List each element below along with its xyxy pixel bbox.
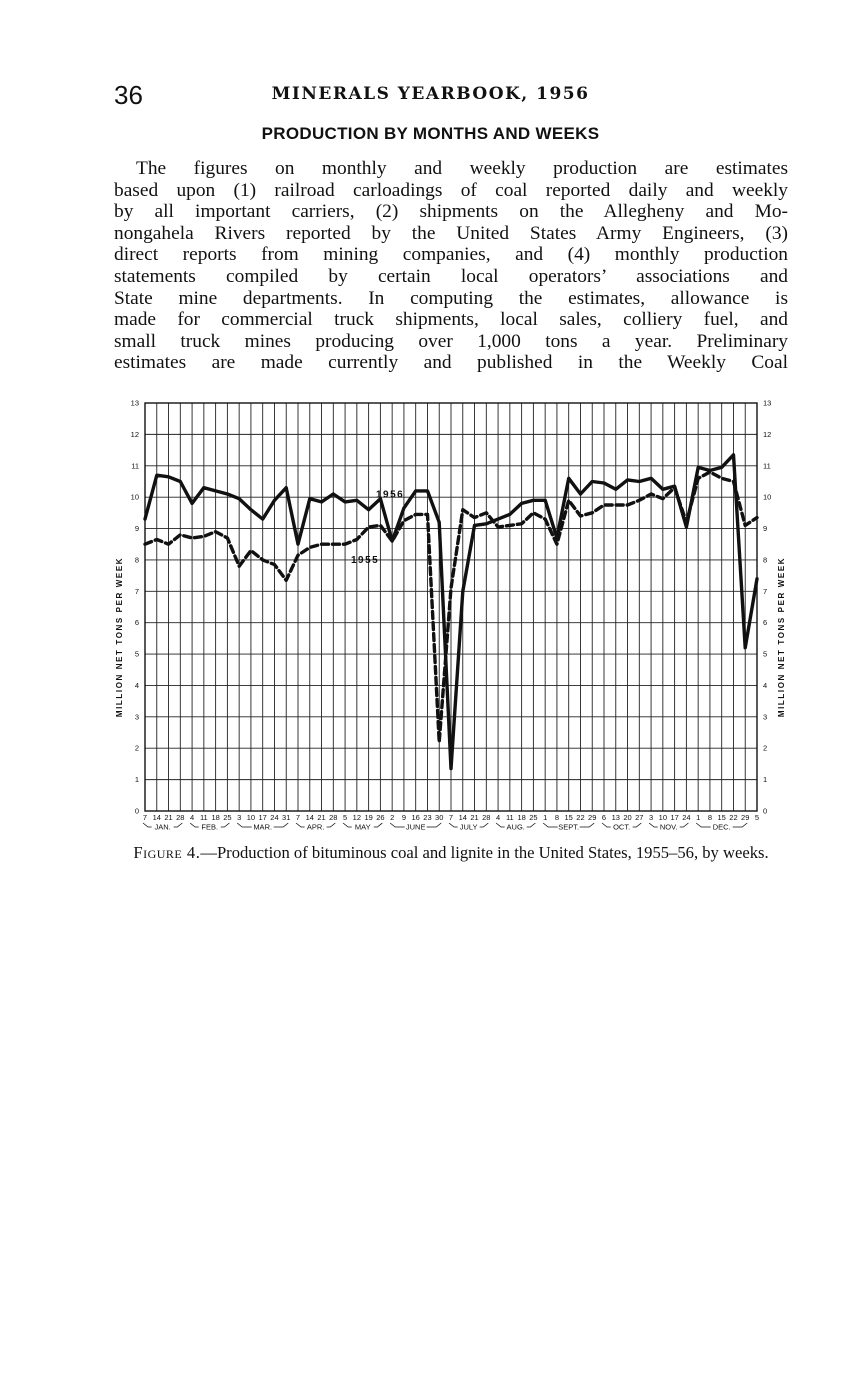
y-tick-label-right: 10 — [763, 492, 772, 502]
y-tick-label-left: 12 — [130, 429, 139, 439]
x-week-label: 21 — [470, 813, 479, 822]
x-week-label: 11 — [505, 813, 514, 822]
x-week-label: 8 — [554, 813, 560, 822]
x-week-label: 28 — [176, 813, 185, 822]
x-week-label: 11 — [199, 813, 208, 822]
body-line: based upon (1) railroad carloadings of coal reported daily and weekly — [114, 179, 788, 201]
y-tick-label-right: 12 — [763, 429, 772, 439]
body-line: estimates are made currently and published in the Weekly Coal — [114, 352, 788, 374]
y-tick-label-right: 3 — [763, 712, 768, 722]
y-tick-label-right: 11 — [763, 461, 771, 471]
x-week-label: 14 — [152, 813, 161, 822]
x-week-label: 24 — [682, 813, 691, 822]
section-title: PRODUCTION BY MONTHS AND WEEKS — [261, 124, 600, 143]
y-tick-label-right: 7 — [763, 586, 768, 596]
x-week-label: 4 — [495, 813, 501, 822]
x-week-label: 2 — [390, 813, 395, 822]
x-month-label: OCT. — [613, 822, 631, 832]
running-head: MINERALS YEARBOOK, 1956 — [271, 84, 590, 104]
x-week-label: 29 — [588, 813, 597, 822]
x-week-label: 28 — [329, 813, 338, 822]
series-annotation-1955: 1955 — [351, 555, 380, 567]
x-week-label: 10 — [658, 813, 668, 822]
x-week-label: 6 — [601, 813, 607, 822]
x-week-label: 26 — [376, 813, 385, 822]
y-tick-label-right: 1 — [763, 775, 768, 785]
y-axis-title-right: MILLION NET TONS PER WEEK — [777, 556, 786, 718]
x-month-label: NOV. — [659, 822, 678, 832]
y-axis-title-left: MILLION NET TONS PER WEEK — [115, 556, 124, 718]
y-tick-label-left: 11 — [131, 461, 139, 471]
x-week-label: 18 — [211, 813, 220, 822]
x-week-label: 23 — [423, 813, 432, 822]
y-tick-label-right: 5 — [763, 649, 768, 659]
y-tick-label-left: 3 — [134, 712, 139, 722]
x-week-label: 29 — [741, 813, 750, 822]
x-week-label: 15 — [564, 813, 573, 822]
y-tick-label-left: 6 — [134, 618, 139, 628]
x-month-label: MAY — [354, 822, 371, 832]
x-week-label: 7 — [448, 813, 454, 822]
body-line: made for commercial truck shipments, local sales, colliery fuel, and — [114, 309, 788, 331]
x-week-label: 21 — [164, 813, 173, 822]
x-week-label: 24 — [270, 813, 279, 822]
page-number: 36 — [114, 80, 143, 110]
y-tick-label-left: 0 — [134, 806, 139, 816]
x-week-label: 30 — [435, 813, 444, 822]
body-line: direct reports from mining companies, and (4) monthly production — [114, 244, 788, 266]
x-month-label: FEB. — [201, 822, 219, 832]
y-tick-label-left: 7 — [134, 586, 139, 596]
x-month-label: SEPT. — [558, 822, 580, 832]
body-line: by all important carriers, (2) shipments on the Allegheny and Mo- — [114, 201, 788, 223]
x-week-label: 16 — [411, 813, 420, 822]
y-tick-label-left: 9 — [134, 524, 139, 534]
x-week-label: 20 — [623, 813, 632, 822]
x-week-label: 7 — [295, 813, 301, 822]
y-tick-label-left: 10 — [130, 492, 139, 502]
x-week-label: 21 — [317, 813, 326, 822]
x-week-label: 3 — [237, 813, 242, 822]
x-week-label: 1 — [543, 813, 548, 822]
body-line: statements compiled by certain local operators’ associations and — [114, 265, 788, 287]
x-week-label: 5 — [754, 813, 760, 822]
caption-text: —Production of bituminous coal and lignite in the United States, 1955–56, by weeks. — [200, 843, 769, 862]
x-month-label: JUNE — [405, 822, 426, 832]
x-week-label: 8 — [707, 813, 713, 822]
x-week-label: 10 — [246, 813, 256, 822]
x-week-label: 14 — [458, 813, 467, 822]
body-paragraph — [114, 158, 788, 374]
series-annotation-1956: 1956 — [376, 489, 405, 501]
y-tick-label-left: 2 — [134, 743, 139, 753]
x-week-label: 15 — [717, 813, 726, 822]
y-tick-label-left: 1 — [134, 775, 139, 785]
y-tick-label-left: 5 — [134, 649, 139, 659]
x-month-label: JULY — [459, 822, 478, 832]
x-week-label: 25 — [223, 813, 232, 822]
x-week-label: 17 — [670, 813, 679, 822]
x-week-label: 3 — [648, 813, 654, 822]
y-tick-label-right: 4 — [763, 680, 768, 690]
x-month-label: MAR. — [253, 822, 273, 832]
x-week-label: 9 — [401, 813, 407, 822]
body-line: small truck mines producing over 1,000 tons a year. Preliminary — [114, 330, 788, 352]
x-week-label: 22 — [729, 813, 738, 822]
x-month-label: APR. — [306, 822, 325, 832]
y-tick-label-left: 13 — [130, 398, 139, 408]
weekly-production-chart — [108, 395, 793, 840]
x-week-label: 1 — [696, 813, 701, 822]
x-week-label: 25 — [529, 813, 538, 822]
body-line: The figures on monthly and weekly production are estimates — [136, 158, 788, 179]
x-month-label: JAN. — [154, 822, 171, 832]
x-week-label: 12 — [352, 813, 362, 822]
x-week-label: 4 — [189, 813, 195, 822]
x-week-label: 5 — [342, 813, 348, 822]
x-week-label: 13 — [611, 813, 620, 822]
x-week-label: 31 — [282, 813, 291, 822]
x-week-label: 27 — [635, 813, 644, 822]
y-tick-label-right: 13 — [763, 398, 772, 408]
body-line: State mine departments. In computing the estimates, allowance is — [114, 287, 788, 309]
x-week-label: 7 — [142, 813, 148, 822]
x-week-label: 14 — [305, 813, 314, 822]
y-tick-label-right: 8 — [763, 555, 768, 565]
y-tick-label-right: 0 — [763, 806, 768, 816]
y-tick-label-left: 8 — [134, 555, 139, 565]
y-tick-label-right: 6 — [763, 618, 768, 628]
x-week-label: 28 — [482, 813, 491, 822]
figure-caption — [114, 843, 788, 862]
x-month-label: DEC. — [712, 822, 731, 832]
x-month-label: AUG. — [506, 822, 525, 832]
y-tick-label-left: 4 — [134, 680, 139, 690]
x-week-label: 19 — [364, 813, 373, 822]
y-tick-label-right: 9 — [763, 524, 768, 534]
x-week-label: 22 — [576, 813, 585, 822]
y-tick-label-right: 2 — [763, 743, 768, 753]
body-line: nongahela Rivers reported by the United States Army Engineers, (3) — [114, 222, 788, 244]
x-week-label: 18 — [517, 813, 526, 822]
x-week-label: 17 — [258, 813, 267, 822]
caption-label: Figure 4. — [133, 843, 201, 862]
